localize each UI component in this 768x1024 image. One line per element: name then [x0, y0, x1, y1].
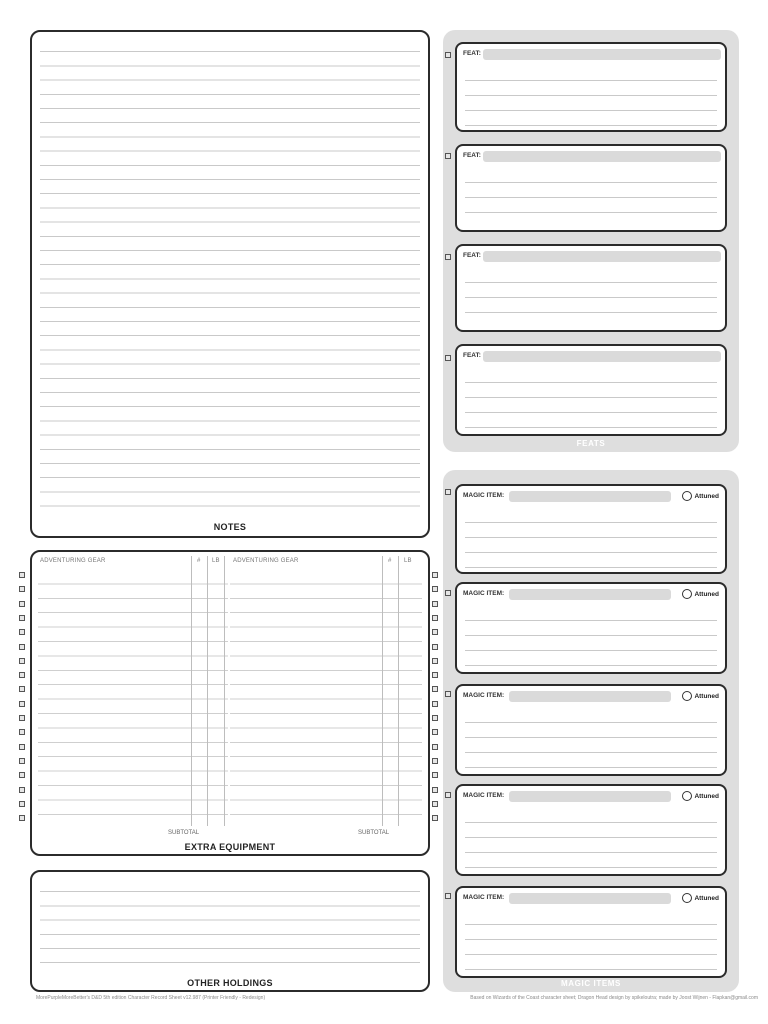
equipment-checkbox[interactable]: [432, 629, 438, 635]
equipment-checkbox[interactable]: [19, 686, 25, 692]
attuned-toggle[interactable]: [682, 893, 719, 903]
equipment-checkbox[interactable]: [19, 729, 25, 735]
magic-item-checkbox[interactable]: [445, 691, 451, 697]
magic-item-name-input[interactable]: [509, 691, 671, 702]
weight-header-left: LB: [212, 558, 220, 564]
notes-title: NOTES: [213, 522, 247, 532]
equipment-checkbox[interactable]: [432, 672, 438, 678]
feat-card: [455, 42, 727, 132]
feat-description-lines[interactable]: [465, 368, 717, 430]
equipment-checkbox[interactable]: [432, 572, 438, 578]
feat-label: FEAT:: [463, 152, 481, 159]
equipment-checkbox[interactable]: [432, 772, 438, 778]
lb-divider-left-end: [224, 556, 225, 826]
magic-item-name-input[interactable]: [509, 791, 671, 802]
attuned-label: Attuned: [694, 894, 719, 902]
equipment-checkbox[interactable]: [19, 644, 25, 650]
feat-checkbox[interactable]: [445, 254, 451, 260]
gear-lines-left[interactable]: [38, 570, 228, 828]
equipment-checkbox[interactable]: [432, 758, 438, 764]
feat-label: FEAT:: [463, 352, 481, 359]
equipment-checkbox[interactable]: [432, 787, 438, 793]
magic-item-description-lines[interactable]: [465, 606, 717, 668]
feat-card: [455, 144, 727, 232]
subtotal-left: SUBTOTAL: [168, 830, 200, 836]
feat-label: FEAT:: [463, 50, 481, 57]
feats-group: [443, 30, 739, 452]
feat-checkbox[interactable]: [445, 355, 451, 361]
equipment-checkbox[interactable]: [19, 772, 25, 778]
quantity-header-left: #: [197, 558, 201, 564]
equipment-checkbox[interactable]: [432, 744, 438, 750]
footer-right-credit: Based on Wizards of the Coast character sheet; Dragon Head design by spikeloutra; made by Joost Wijnen - Flapkan@gmail.com: [470, 995, 758, 1001]
equipment-checkbox[interactable]: [19, 601, 25, 607]
magic-item-name-input[interactable]: [509, 491, 671, 502]
magic-item-description-lines[interactable]: [465, 508, 717, 568]
magic-item-name-input[interactable]: [509, 589, 671, 600]
magic-item-card: [455, 582, 727, 674]
magic-item-checkbox[interactable]: [445, 489, 451, 495]
feat-description-lines[interactable]: [465, 66, 717, 126]
lb-divider-left: [207, 556, 208, 826]
attuned-circle-icon: [682, 491, 692, 501]
equipment-checkbox[interactable]: [19, 815, 25, 821]
equipment-checkbox[interactable]: [432, 701, 438, 707]
quantity-header-right: #: [388, 558, 392, 564]
feat-name-input[interactable]: [483, 351, 721, 362]
equipment-checkbox[interactable]: [432, 658, 438, 664]
subtotal-right: SUBTOTAL: [358, 830, 390, 836]
feat-name-input[interactable]: [483, 251, 721, 262]
notes-panel: [30, 30, 430, 538]
magic-item-checkbox[interactable]: [445, 893, 451, 899]
lb-divider-right: [398, 556, 399, 826]
attuned-circle-icon: [682, 791, 692, 801]
magic-item-description-lines[interactable]: [465, 910, 717, 972]
magic-item-checkbox[interactable]: [445, 792, 451, 798]
magic-item-card: [455, 886, 727, 978]
magic-item-label: MAGIC ITEM:: [463, 692, 505, 699]
equipment-checkbox[interactable]: [19, 744, 25, 750]
attuned-circle-icon: [682, 893, 692, 903]
magic-item-label: MAGIC ITEM:: [463, 792, 505, 799]
other-holdings-title: OTHER HOLDINGS: [187, 978, 273, 988]
extra-equipment-panel: [30, 550, 430, 856]
magic-item-card: [455, 484, 727, 574]
feat-checkbox[interactable]: [445, 153, 451, 159]
other-holdings-lines[interactable]: [40, 878, 420, 970]
magic-item-checkbox[interactable]: [445, 590, 451, 596]
equipment-checkbox[interactable]: [432, 715, 438, 721]
equipment-checkbox[interactable]: [19, 658, 25, 664]
attuned-label: Attuned: [694, 590, 719, 598]
attuned-circle-icon: [682, 691, 692, 701]
extra-equipment-title: EXTRA EQUIPMENT: [184, 842, 276, 852]
equipment-checkbox[interactable]: [19, 787, 25, 793]
equipment-checkbox[interactable]: [19, 629, 25, 635]
equipment-checkbox[interactable]: [432, 729, 438, 735]
magic-item-label: MAGIC ITEM:: [463, 894, 505, 901]
qty-divider-right: [382, 556, 383, 826]
qty-divider-left: [191, 556, 192, 826]
magic-item-card: [455, 684, 727, 776]
equipment-checkbox[interactable]: [19, 672, 25, 678]
footer-left-credit: MorePurpleMoreBetter's D&D 5th edition Character Record Sheet v12.987 (Printer Friendly - Redesign): [36, 995, 266, 1001]
feat-label: FEAT:: [463, 252, 481, 259]
equipment-checkbox[interactable]: [432, 801, 438, 807]
equipment-checkbox[interactable]: [19, 701, 25, 707]
gear-lines-right[interactable]: [230, 570, 422, 828]
magic-item-description-lines[interactable]: [465, 708, 717, 770]
feat-card: [455, 244, 727, 332]
magic-item-name-input[interactable]: [509, 893, 671, 904]
equipment-checkbox[interactable]: [432, 615, 438, 621]
magic-items-title: MAGIC ITEMS: [561, 979, 621, 988]
equipment-checkbox[interactable]: [432, 815, 438, 821]
attuned-label: Attuned: [694, 792, 719, 800]
feat-name-input[interactable]: [483, 151, 721, 162]
equipment-checkbox[interactable]: [432, 686, 438, 692]
equipment-checkbox[interactable]: [19, 586, 25, 592]
attuned-label: Attuned: [694, 492, 719, 500]
feat-card: [455, 344, 727, 436]
equipment-checkbox[interactable]: [432, 644, 438, 650]
weight-header-right: LB: [404, 558, 412, 564]
equipment-checkbox[interactable]: [19, 801, 25, 807]
attuned-toggle[interactable]: [682, 491, 719, 501]
adventuring-gear-header-right: ADVENTURING GEAR: [233, 558, 299, 564]
equipment-checkbox[interactable]: [432, 586, 438, 592]
equipment-checkbox[interactable]: [19, 758, 25, 764]
notes-lines[interactable]: [40, 38, 420, 516]
feat-description-lines[interactable]: [465, 168, 717, 226]
feat-description-lines[interactable]: [465, 268, 717, 326]
magic-item-description-lines[interactable]: [465, 808, 717, 870]
equipment-checkbox[interactable]: [19, 572, 25, 578]
equipment-checkbox[interactable]: [432, 601, 438, 607]
magic-item-card: [455, 784, 727, 876]
magic-item-label: MAGIC ITEM:: [463, 492, 505, 499]
feats-title: FEATS: [576, 439, 606, 448]
adventuring-gear-header-left: ADVENTURING GEAR: [40, 558, 106, 564]
feat-checkbox[interactable]: [445, 52, 451, 58]
feat-name-input[interactable]: [483, 49, 721, 60]
attuned-circle-icon: [682, 589, 692, 599]
equipment-checkbox[interactable]: [19, 615, 25, 621]
attuned-label: Attuned: [694, 692, 719, 700]
equipment-checkbox[interactable]: [19, 715, 25, 721]
magic-item-label: MAGIC ITEM:: [463, 590, 505, 597]
magic-items-group: [443, 470, 739, 992]
attuned-toggle[interactable]: [682, 589, 719, 599]
other-holdings-panel: [30, 870, 430, 992]
attuned-toggle[interactable]: [682, 791, 719, 801]
attuned-toggle[interactable]: [682, 691, 719, 701]
